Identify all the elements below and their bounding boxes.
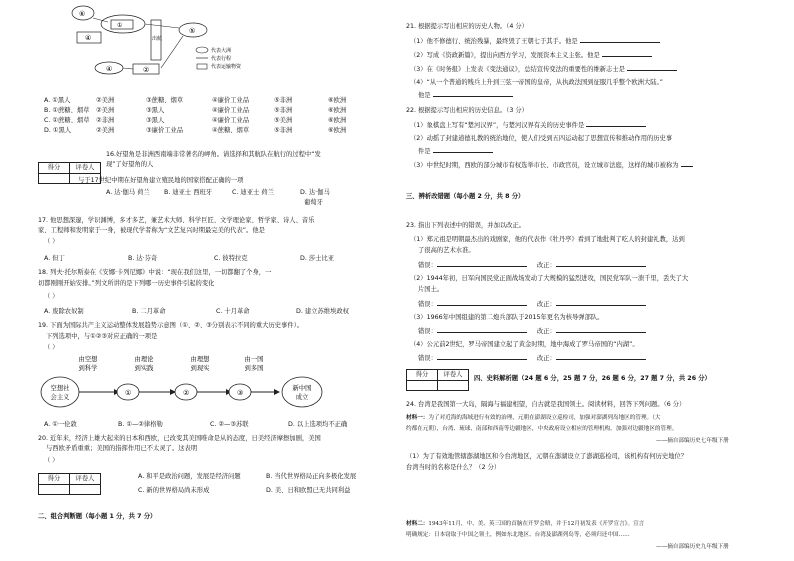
route-line [145,24,179,28]
q22-item3: （3）中世纪时期，西欧的部分城市有权选举市长、市政官员，设立城市法庭，这样的城市被称为 [410,160,693,171]
q15-option-c[interactable]: C. ①蔗糖、烟草 ②非洲 ③黑人 ④廉价工业品 ⑤美洲 ⑥欧洲 [44,117,347,124]
legend-box [197,64,207,69]
q24-material2-line1: 材料二：1943年11月，中、美、英三国的首脑在开罗会晤，并于12月初发表《开罗宣言》。宣言 [406,521,645,527]
flow-start-label: 空想社会主义 [50,385,70,401]
q23-item4-answers: 错误： 改正： [418,353,646,364]
route-line [123,68,133,69]
q23-1-error[interactable] [437,260,527,267]
left-column [38,0,383,561]
q21-blank1[interactable] [580,36,660,43]
legend-continent: 代表大洲 [211,48,232,54]
q23-item4: （4）公元前2世纪，罗马帝国建立起了黄金时期，地中海成了罗马帝国的“内湖”。 [410,341,639,348]
q22-item1: （1）象棋盘上写有“楚河汉界”，与楚河汉界有关的历史事件是 [410,120,646,131]
flow-node-2-label: ② [183,389,190,397]
q22-blank3[interactable] [681,160,693,167]
q22-blank1[interactable] [586,120,646,127]
q23-item2-answers: 错误： 改正： [418,299,646,310]
q19-option-d[interactable]: D. 以上选项均不正确 [288,421,348,428]
bubble-4-label: ④ [106,65,113,73]
q16-options [106,188,330,198]
q23-3-error[interactable] [437,326,527,333]
q20-line2: 与西欧矛盾重重；美国的指挥作用已不太灵了。这表明 [46,445,198,452]
q20-option-d[interactable]: D. 美、日和欧盟已无共同利益 [266,487,351,494]
q24-head: 24. 台湾是我国第一大岛，隔海与福建相望，自古就是我国领土。阅读材料，回答下列问题。（6 分） [406,401,686,408]
q18-line2: 切都刚刚开始安排。”列文所讲的是下列哪一历史事件引起的变化 [38,280,215,287]
box-sail-label: 出航 [152,36,163,42]
bubble-6-label: ⑥ [79,10,86,18]
q18-option-c[interactable]: C. 十月革命 [216,308,250,315]
q17-paren[interactable]: （ ） [44,238,59,245]
flow-start-node [41,377,79,407]
score-table-left-2 [38,473,101,495]
q15-option-b[interactable]: B. ①蔗糖、烟草 ②美洲 ③黑人 ④廉价工业品 ⑤非洲 ⑥欧洲 [44,107,347,114]
q23-3-fix[interactable] [556,326,646,333]
score-cell[interactable] [407,380,438,390]
q16-option-a[interactable]: A. 达·伽马 荷兰 [106,189,150,196]
score-label: 得分 [39,474,70,485]
flow-top-2: 由理论到实践 [134,356,154,372]
q21-blank4[interactable] [433,90,513,97]
q18-options [44,307,349,317]
flow-top-3: 由理想到现实 [190,356,210,372]
q18-option-b[interactable]: B. 二月革命 [132,308,166,315]
q19-paren[interactable]: （ ） [44,344,59,351]
q24-material1-line1: 材料一：为了对近海的海域进行有效的治理，元朝在澎湖设立巡检司，加强对澎湖列岛地区的管理。（大 [406,415,661,421]
q22-blank2[interactable] [433,146,493,153]
flow-node-1-label: ① [125,389,132,397]
q20-option-a[interactable]: A. 和平是政治问题，发展是经济问题 [138,473,241,480]
q24-q1-line1: （1）为了有效地管辖澎湖地区和今台湾地区，元朝在澎湖设立了澎湖巡检司，该机构有何历史地位？ [406,453,688,460]
bubble-hub [101,15,145,33]
q22-head: 22. 根据提示写出相应的历史信息。（3 分） [406,107,528,114]
q24-material1-source: ——摘自部编历史七年级下册 [656,438,729,444]
q16-line1: 16.好望角是非洲西南端非常著名的岬角。请选择和其航队在航行的过程中“发 [106,151,321,158]
q21-item3: （3）在《时务报》上发表《变法通议》，总结宣传变法的重要性的维新志士是 [410,64,677,75]
q23-4-fix[interactable] [556,353,646,360]
route-line [161,36,183,68]
q18-line1: 18. 列夫·托尔斯泰在《安娜·卡列尼娜》中说：“现在我们这里，一切都翻了个身，一 [38,269,272,276]
score-cell[interactable] [39,484,70,494]
section-2-heading: 二、组合判断题（每小题 1 分，共 7 分） [38,513,157,520]
q17-line2: 家、工程师和发明家于一身，被现代学者称为“文艺复兴时期最完美的代表”。他是 [38,227,265,234]
box-2-label: ② [143,66,150,74]
q17-options [44,254,335,264]
q23-4-error[interactable] [437,353,527,360]
q19-option-a[interactable]: A. ①一伦敦 [44,421,77,428]
q18-option-d[interactable]: D. 建立苏维埃政权 [296,308,349,315]
q18-paren[interactable]: （ ） [44,293,59,300]
q16-option-d[interactable]: D. 达·伽马 [300,189,330,196]
legend-route: 代表行程 [211,56,232,62]
q19-option-c[interactable]: C. ②—③苏联 [210,421,249,428]
q21-head: 21. 根据提示写出相应的历史人物。（4 分） [406,23,528,30]
q17-option-c[interactable]: C. 彼特拉克 [214,255,248,262]
q23-item1-cont: 了很高的艺术水准。 [418,247,475,254]
q17-option-b[interactable]: B. 达·芬奇 [128,255,158,262]
q20-option-c[interactable]: C. 新的世界格局尚未形成 [138,487,210,494]
q17-option-d[interactable]: D. 莎士比亚 [300,255,335,262]
q17-line1: 17. 他思想深邃，学识渊博，多才多艺，兼艺术大师、科学巨匠、文学理论家、哲学家、诗人、音乐 [38,217,315,224]
q16-line2: 现”了好望角的人 [106,161,154,168]
q20-line1: 20. 近年来，经济上雄大起来的日本和西欧，已改变其美国唯命是从的态度，日美经济摩擦加剧，美国 [38,435,321,442]
q18-option-a[interactable]: A. 废除农奴制 [44,308,84,315]
q24-material2-source: ——摘自部编历史九年级下册 [656,544,729,550]
q24-q1-line2: 台湾当时的名称是什么？（2 分） [406,464,501,471]
box-1-label: ① [117,22,123,29]
q24-material1-line2: 约都在元朝），台湾、琉球、南部和西南等边疆地区，中央政府设立相应的管理机构，加强对边疆地区的管理。 [406,426,678,432]
q21-item2: （2）写成《资政新篇》，提出向西方学习，发展资本主义主张。他是 [410,50,652,61]
triangle-trade-diagram [63,0,263,100]
grader-cell[interactable] [70,484,101,494]
grader-cell[interactable] [438,380,469,390]
q19-line1: 19. 下面为国际共产主义运动整体发展趋势示意图（①、②、③分别表示不同的重大历史事件）。 [38,322,304,329]
q21-blank3[interactable] [627,64,677,71]
q21-item4-tail: 他是 [418,90,513,101]
grader-label: 评卷人 [70,474,101,485]
q23-item3: （3）1966年中国组建的第二炮兵部队于2015年更名为核导弹部队。 [410,314,604,321]
q22-item2-tail: 件是 [418,146,493,157]
q21-item4: （4）“从一个普通的贱兵上升到三弦一帝国的皇帝，从执政法国到征服几乎整个欧洲大陆。” [410,79,663,86]
q23-2-error[interactable] [437,299,527,306]
score-cell[interactable] [39,173,70,183]
flow-top-1: 由空想到科学 [78,356,98,372]
grader-label: 评卷人 [70,163,101,174]
score-table-right [406,369,469,391]
flow-top-4: 由一国到多国 [244,356,264,372]
q23-1-fix[interactable] [556,260,646,267]
flow-node-3-label: ③ [237,389,244,397]
score-label: 得分 [407,370,438,381]
q21-blank2[interactable] [602,50,652,57]
q16-option-b[interactable]: B. 迪亚士 西班牙 [164,189,213,196]
q20-paren[interactable]: （ ） [44,457,59,464]
q16-option-c[interactable]: C. 迪亚士 荷兰 [232,189,274,196]
q23-item1-answers: 错误： 改正： [418,260,646,271]
q19-line2: 下列选项中，与①②③对应正确的一项是 [46,333,158,340]
q17-option-a[interactable]: A. 但丁 [44,255,65,262]
bubble-5-label: ⑤ [189,27,196,35]
q16-option-d-tail: 葡萄牙 [304,199,323,206]
legend-goods: 代表运输物资 [211,64,242,70]
q22-item2: （2）动摇了封建道德礼教的统治地位，使人们受到五四运动起了思想宣传和推动作用的历史事 [410,135,673,142]
q20-option-b[interactable]: B. 当代世界格局正向多极化发展 [266,473,357,480]
flow-end-label: 新中国成立 [292,385,312,401]
q24-material2-line2: 明确规定：日本窃取于中国之领土，例如东北地区、台湾及澎湖列岛等，必须归还中国…… [406,532,630,538]
flow-top-labels [79,354,264,372]
q23-item2: （2）1944年初，日军向国民党正面战场发动了大规模的猛烈进攻，国民党军队一溃千里，丢失了大 [410,275,689,282]
section-4-heading: 四、史料解析题（24 题 6 分，25 题 7 分，26 题 6 分，27 题 7 分，共 26 分） [474,375,711,382]
q19-options [44,420,348,430]
q23-item3-answers: 错误： 改正： [418,326,646,337]
q15-option-a[interactable]: A. ①黑人 ②美洲 ③蔗糖、烟草 ④廉价工业品 ⑤非洲 ⑥欧洲 [44,97,347,104]
q16-line3: 与于17世纪中期在好望角建立殖民地的国家搭配正确的一项 [78,177,244,184]
score-label: 得分 [39,163,70,174]
q23-2-fix[interactable] [556,299,646,306]
section-3-heading: 三、辨析改错题（每小题 2 分，共 8 分） [406,193,525,200]
q23-head: 23. 指出下列表述中的错误，并加以改正。 [406,222,526,229]
grader-label: 评卷人 [438,370,469,381]
q23-item1: （1）郑元祖是明朝最杰出的戏剧家，他的代表作《牡丹亭》看到了地批判了吃人的封建礼教，达到 [410,236,685,243]
box-4-label: ④ [85,34,92,42]
q19-option-b[interactable]: B. ①—②律格勒 [118,421,163,428]
right-column [400,0,760,561]
socialism-flow-diagram [40,352,340,422]
q15-option-d[interactable]: D. ①黑人 ②美洲 ③廉价工业品 ④蔗糖、烟草 ⑤非洲 ⑥欧洲 [44,127,347,134]
q21-item1: （1）他不修德行、统治残暴，最终毁了王朝七于其手。他是 [410,36,660,47]
q23-item2-cont: 片国土。 [418,286,444,293]
legend-ellipse [196,47,208,53]
flow-end-node [282,377,322,407]
